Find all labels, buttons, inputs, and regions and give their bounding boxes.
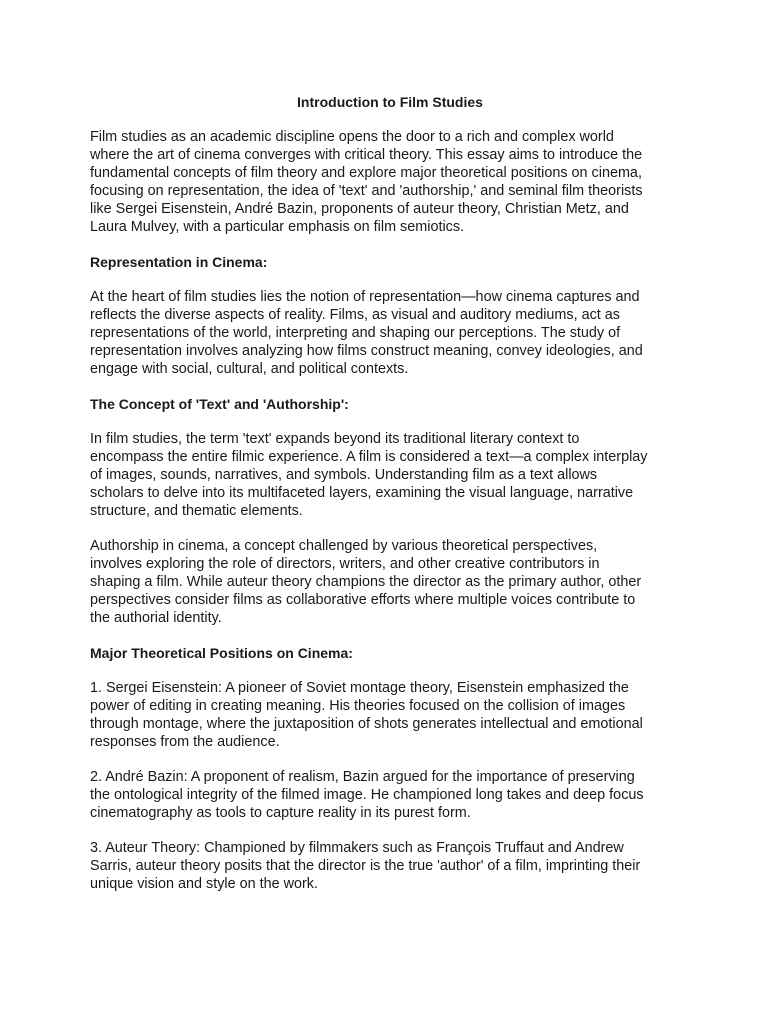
- section-heading-representation: Representation in Cinema:: [90, 254, 268, 270]
- authorship-paragraph: Authorship in cinema, a concept challenged by various theoretical perspectives, involves exploring the role of directors, writers, and other creative contributors in shaping a film. While auteur theory champions the director as the primary author, other perspectives consider films as collaborative efforts where multiple voices contribute to the authorial identity.: [90, 538, 642, 626]
- auteur-paragraph: 3. Auteur Theory: Championed by filmmakers such as François Truffaut and Andrew Sarris, auteur theory posits that the director is the true 'author' of a film, imprinting their unique vision and style on the work.: [90, 840, 641, 892]
- document-title: Introduction to Film Studies: [297, 94, 483, 110]
- intro-paragraph: Film studies as an academic discipline opens the door to a rich and complex world where the art of cinema converges with critical theory. This essay aims to introduce the fundamental concepts of film theory and explore major theoretical positions on cinema, focusing on representation, the idea of 'text' and 'authorship,' and seminal film theorists like Sergei Eisenstein, André Bazin, proponents of auteur theory, Christian Metz, and Laura Mulvey, with a particular emphasis on film semiotics.: [90, 129, 643, 235]
- bazin-paragraph: 2. André Bazin: A proponent of realism, Bazin argued for the importance of preserving the ontological integrity of the filmed image. He championed long takes and deep focus cinematography as tools to capture reality in its purest form.: [90, 769, 644, 821]
- representation-paragraph: At the heart of film studies lies the notion of representation—how cinema captures and reflects the diverse aspects of reality. Films, as visual and auditory mediums, act as representations of the world, interpreting and shaping our perceptions. The study of representation involves analyzing how films construct meaning, convey ideologies, and engage with social, cultural, and political contexts.: [90, 289, 643, 377]
- text-paragraph: In film studies, the term 'text' expands beyond its traditional literary context to encompass the entire filmic experience. A film is considered a text—a complex interplay of images, sounds, narratives, and symbols. Understanding film as a text allows scholars to delve into its multifaceted layers, examining the visual language, narrative structure, and thematic elements.: [90, 431, 648, 519]
- document-page: [90, 93, 690, 910]
- eisenstein-paragraph: 1. Sergei Eisenstein: A pioneer of Soviet montage theory, Eisenstein emphasized the power of editing in creating meaning. His theories focused on the collision of images through montage, where the juxtaposition of shots generates intellectual and emotional responses from the audience.: [90, 680, 643, 750]
- section-heading-theoretical-positions: Major Theoretical Positions on Cinema:: [90, 645, 353, 661]
- section-heading-text-authorship: The Concept of 'Text' and 'Authorship':: [90, 396, 349, 412]
